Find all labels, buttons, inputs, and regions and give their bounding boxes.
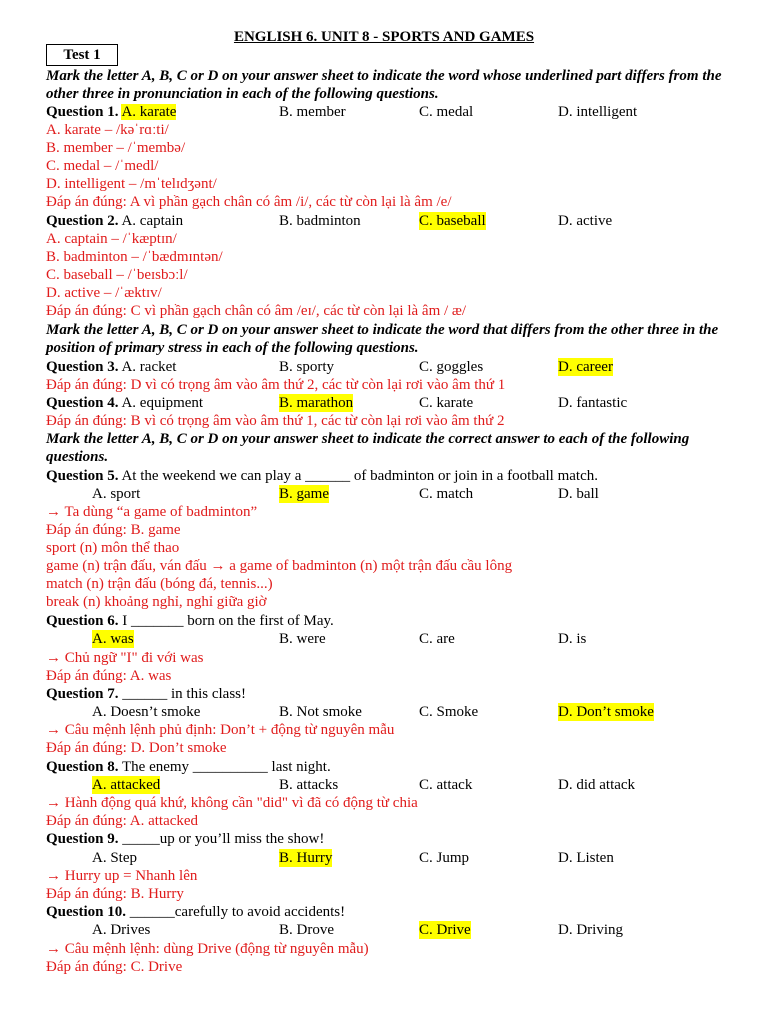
explanation-line: → Câu mệnh lệnh phủ định: Don’t + động từ nguyên mẫu — [46, 722, 395, 738]
explanation-line: D. intelligent – /mˈtelɪdʒənt/ — [46, 176, 217, 192]
question-text: I _______ born on the first of May. — [122, 613, 334, 629]
question-row — [46, 685, 768, 703]
option-d: D. Don’t smoke — [558, 704, 654, 720]
question-label: Question 5. — [46, 468, 119, 484]
option-b: B. game — [279, 486, 329, 502]
option-d: D. fantastic — [558, 395, 628, 411]
options-row — [0, 703, 768, 721]
option-a: A. captain — [121, 213, 184, 229]
options-row — [0, 485, 768, 503]
question-text: _____up or you’ll miss the show! — [122, 831, 325, 847]
options-row — [0, 776, 768, 794]
option-d: D. Driving — [558, 922, 623, 938]
option-d: D. is — [558, 631, 587, 647]
option-c: C. attack — [419, 777, 473, 793]
explanation-line: B. badminton – /ˈbædmɪntən/ — [46, 249, 223, 265]
option-b: B. badminton — [279, 213, 361, 229]
explanation-line: → Hurry up = Nhanh lên — [46, 868, 198, 884]
option-c: C. medal — [419, 104, 474, 120]
option-b: B. sporty — [279, 359, 335, 375]
question-label: Question 3. — [46, 359, 119, 375]
question-label: Question 10. — [46, 904, 127, 920]
option-a: A. Doesn’t smoke — [92, 704, 201, 720]
option-d: D. intelligent — [558, 104, 638, 120]
option-c: C. Drive — [419, 922, 471, 938]
question-row — [0, 212, 768, 230]
option-a: A. equipment — [121, 395, 204, 411]
question-label: Question 2. — [46, 213, 119, 229]
question-label: Question 4. — [46, 395, 119, 411]
question-row — [46, 830, 768, 848]
page-title: ENGLISH 6. UNIT 8 - SPORTS AND GAMES — [233, 29, 535, 45]
answer-line: Đáp án đúng: B. Hurry — [46, 886, 184, 902]
explanation-line: game (n) trận đấu, ván đấu → a game of badminton (n) một trận đấu cầu lông — [46, 558, 513, 574]
question-label: Question 9. — [46, 831, 119, 847]
answer-line: Đáp án đúng: D vì có trọng âm vào âm thứ 2, các từ còn lại rơi vào âm thứ 1 — [46, 377, 506, 393]
option-b: B. Drove — [279, 922, 334, 938]
explanation-line: sport (n) môn thể thao — [46, 540, 180, 556]
option-c: C. match — [419, 486, 474, 502]
test-label: Test 1 — [46, 44, 118, 66]
answer-line: Đáp án đúng: A. was — [46, 668, 172, 684]
answer-line: Đáp án đúng: B. game — [46, 522, 181, 538]
option-b: B. Hurry — [279, 850, 333, 866]
option-c: C. baseball — [419, 213, 486, 229]
explanation-line: C. baseball – /ˈbeɪsbɔːl/ — [46, 267, 188, 283]
option-a: A. sport — [92, 486, 141, 502]
instruction-stress: Mark the letter A, B, C or D on your answer sheet to indicate the word that differs from the other three in the position of primary stress in each of the following questions. — [46, 322, 719, 356]
question-label: Question 7. — [46, 686, 119, 702]
explanation-line: A. captain – /ˈkæptɪn/ — [46, 231, 177, 247]
question-row — [46, 758, 768, 776]
option-d: D. ball — [558, 486, 599, 502]
question-text: ______ in this class! — [122, 686, 247, 702]
question-text: ______carefully to avoid accidents! — [129, 904, 346, 920]
option-d: D. career — [558, 359, 613, 375]
question-label: Question 1. — [46, 104, 119, 120]
explanation-line: → Ta dùng “a game of badminton” — [46, 504, 258, 520]
answer-line: Đáp án đúng: A vì phần gạch chân có âm /i/, các từ còn lại là âm /e/ — [46, 194, 452, 210]
question-text: The enemy __________ last night. — [122, 759, 331, 775]
option-b: B. Not smoke — [279, 704, 362, 720]
option-a: A. Drives — [92, 922, 151, 938]
question-text: At the weekend we can play a ______ of badminton or join in a football match. — [121, 468, 598, 484]
option-a: A. racket — [121, 359, 177, 375]
instruction-correct-answer: Mark the letter A, B, C or D on your answer sheet to indicate the correct answer to each of the following questions. — [46, 431, 690, 465]
question-row — [46, 612, 768, 630]
option-c: C. Smoke — [419, 704, 479, 720]
question-row — [0, 358, 768, 376]
explanation-line: → Chủ ngữ "I" đi với was — [46, 650, 204, 666]
question-row — [46, 467, 768, 485]
option-a: A. Step — [92, 850, 137, 866]
explanation-line: D. active – /ˈæktɪv/ — [46, 285, 162, 301]
explanation-line: C. medal – /ˈmedl/ — [46, 158, 159, 174]
answer-line: Đáp án đúng: D. Don’t smoke — [46, 740, 227, 756]
option-d: D. Listen — [558, 850, 614, 866]
options-row — [0, 630, 768, 648]
option-a: A. was — [92, 631, 134, 647]
option-c: C. are — [419, 631, 455, 647]
question-label: Question 8. — [46, 759, 119, 775]
explanation-line: A. karate – /kəˈrɑːti/ — [46, 122, 169, 138]
options-row — [0, 849, 768, 867]
option-d: D. active — [558, 213, 613, 229]
option-c: C. goggles — [419, 359, 484, 375]
option-b: B. member — [279, 104, 346, 120]
instruction-pronunciation: Mark the letter A, B, C or D on your answer sheet to indicate the word whose underlined part differs from the other three in pronunciation in each of the following questions. — [46, 68, 722, 102]
answer-line: Đáp án đúng: C. Drive — [46, 959, 183, 975]
option-b: B. marathon — [279, 395, 354, 411]
explanation-line: → Câu mệnh lệnh: dùng Drive (động từ nguyên mẫu) — [46, 941, 369, 957]
option-b: B. were — [279, 631, 326, 647]
explanation-line: break (n) khoảng nghỉ, nghỉ giữa giờ — [46, 594, 267, 610]
option-c: C. Jump — [419, 850, 470, 866]
option-b: B. attacks — [279, 777, 339, 793]
question-row — [0, 103, 768, 121]
explanation-line: B. member – /ˈmembə/ — [46, 140, 186, 156]
answer-line: Đáp án đúng: C vì phần gạch chân có âm /eɪ/, các từ còn lại là âm / æ/ — [46, 303, 467, 319]
answer-line: Đáp án đúng: A. attacked — [46, 813, 199, 829]
option-a: A. attacked — [92, 777, 161, 793]
option-d: D. did attack — [558, 777, 636, 793]
options-row — [0, 921, 768, 939]
explanation-line: match (n) trận đấu (bóng đá, tennis...) — [46, 576, 273, 592]
question-label: Question 6. — [46, 613, 119, 629]
explanation-line: → Hành động quá khứ, không cần "did" vì đã có động từ chia — [46, 795, 418, 811]
option-a: A. karate — [121, 104, 177, 120]
option-c: C. karate — [419, 395, 474, 411]
answer-line: Đáp án đúng: B vì có trọng âm vào âm thứ 1, các từ còn lại rơi vào âm thứ 2 — [46, 413, 505, 429]
question-row — [46, 903, 768, 921]
question-row — [0, 394, 768, 412]
